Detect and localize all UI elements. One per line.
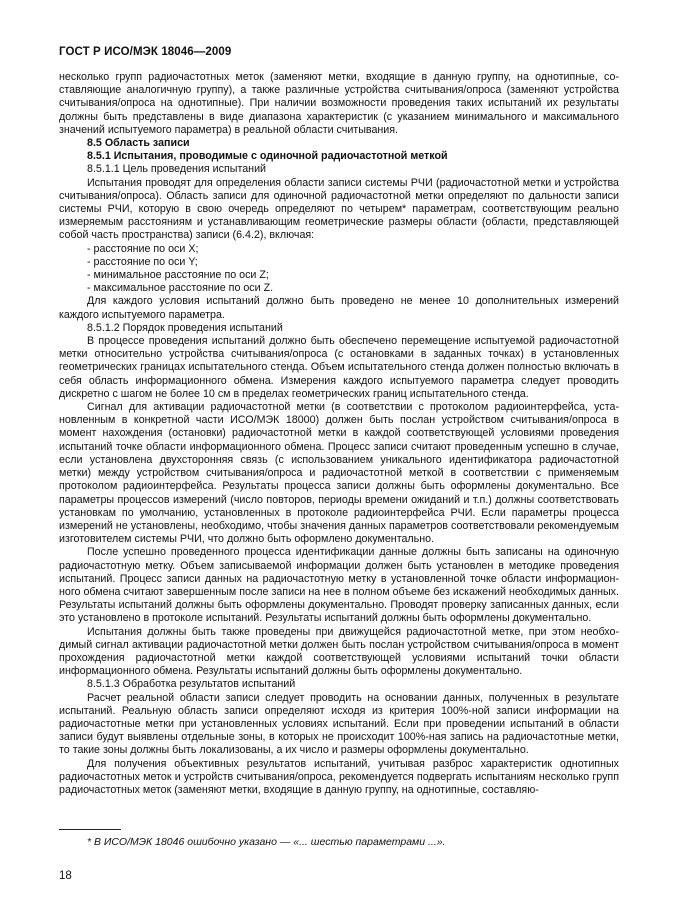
paragraph: несколько групп радиочастотных меток (заменяют метки, входящие в данную группу, на однотипные, составляющие аналогичную группу), а также различные устройства считывания/опроса (заменяют устройства считывания/опроса на однотипные). При наличии возможности проведения таких испытаний их результаты должны быть представлены в виде диапазона характеристик (с указанием минимального и максимального значений испытуемого параметра) в реальной области считывания. bbox=[59, 71, 619, 136]
paragraph: Расчет реальной области записи следует проводить на основании данных, полученных в результате испытаний. Реальную область записи определяют исходя из критерия 100%-ной записи информации на радиочастотные метки при установленных условиях испытаний. Если при проведении испытаний в области записи будут выявлены отдельные зоны, в которых не происходит 100%-ная запись на радиочастотные метки, то такие зоны должны быть локализованы, а их число и размеры оформлены документально. bbox=[59, 691, 619, 757]
paragraph: - максимальное расстояние по оси Z. bbox=[87, 282, 274, 295]
paragraph: 8.5.1 Испытания, проводимые с одиночной радиочастотной меткой bbox=[87, 150, 448, 163]
paragraph: 8.5.1.1 Цель проведения испытаний bbox=[87, 163, 267, 176]
footnote: * В ИСО/МЭК 18046 ошибочно указано — «... шестью параметрами ...». bbox=[87, 836, 446, 848]
paragraph: После успешно проведенного процесса идентификации данные должны быть записаны на одиночную радиочастотную метку. Объем записываемой информации должен быть установлен в методике проведения испытаний. Процесс записи данных на радиочастотную метку в установленной точке области информационного обмена считают завершенным после записи на нее в полном объеме без искажений необходимых данных. Результаты испытаний должны быть оформлены документально. Проводят проверку записанных данных, если это установлено в протоколе испытаний. Результаты испытаний должны быть оформлены документально. bbox=[59, 546, 619, 625]
paragraph: - расстояние по оси Y; bbox=[87, 255, 198, 268]
paragraph: Для получения объективных результатов испытаний, учитывая разброс характеристик однотипных радиочастотных меток и устройств считывания/опроса, рекомендуется подвергать испытаниям несколько групп радиочастотных меток (заменяют метки, входящие в данную группу, на однотипные, составляю- bbox=[59, 757, 619, 796]
paragraph: Испытания проводят для определения области записи системы РЧИ (радиочастотной метки и устройства считывания/опроса). Область записи для одиночной радиочастотной метки определяют по дальности записи системы РЧИ, которую в свою очередь определяют по четырем* параметрам, соответствующим реально измеряемым расстояниям и устанавливающим геометрические размеры области (области, представляющей собой часть пространства) записи (6.4.2), включая: bbox=[59, 176, 619, 242]
page-number: 18 bbox=[59, 870, 72, 882]
paragraph: Испытания должны быть также проведены при движущейся радиочастотной метке, при этом необходимый сигнал активации радиочастотной метки должен быть послан устройством считывания/опроса в момент прохождения радиочастотной метки каждой соответствующей условиями испытаний точки области информационного обмена. Результаты испытаний должны быть оформлены документально. bbox=[59, 625, 619, 678]
paragraph: Для каждого условия испытаний должно быть проведено не менее 10 дополнительных измерений каждого испытуемого параметра. bbox=[59, 295, 619, 321]
document-body bbox=[59, 71, 619, 797]
paragraph: 8.5 Область записи bbox=[87, 137, 190, 150]
paragraph: 8.5.1.2 Порядок проведения испытаний bbox=[87, 321, 283, 334]
paragraph: - минимальное расстояние по оси Z; bbox=[87, 269, 269, 282]
document-header: ГОСТ Р ИСО/МЭК 18046—2009 bbox=[59, 46, 232, 58]
paragraph: Сигнал для активации радиочастотной метки (в соответствии с протоколом радиоинтерфейса, установленным в конкретной части ИСО/МЭК 18000) должен быть послан устройством считывания/опроса в момент нахождения (остановки) радиочастотной метки в каждой соответствующей условиями проведения испытаний точке области информационного обмена. Процесс записи считают проведенным успешно в случае, если установлена двухсторонняя связь (с использованием уникального идентификатора радиочастотной метки) между устройством считывания/опроса и радиочастотной меткой в соответствии с применяемым протоколом радиоинтерфейса. Результаты процесса записи должны быть оформлены документально. Все параметры процессов измерений (число повторов, периоды времени ожиданий и т.п.) должны соответствовать установкам по умолчанию, установленных в протоколе радиоинтерфейса РЧИ. Если параметры процесса измерений не установлены, необходимо, чтобы значения данных параметров соответствовали рекомендуемым изготовителем системы РЧИ, что должно быть оформлено документально. bbox=[59, 401, 619, 546]
paragraph: - расстояние по оси X; bbox=[87, 242, 199, 255]
paragraph: 8.5.1.3 Обработка результатов испытаний bbox=[87, 678, 296, 691]
paragraph: В процессе проведения испытаний должно быть обеспечено перемещение испытуемой радиочастотной метки относительно устройства считывания/опроса (с остановками в заданных точках) в установленных геометрических границах испытательного стенда. Объем испытательного стенда должен полностью включать в себя область информационного обмена. Измерения каждого испытуемого параметра следует проводить дискретно с шагом не более 10 см в пределах геометрических границ испытательного стенда. bbox=[59, 335, 619, 400]
footnote-rule bbox=[59, 829, 121, 830]
